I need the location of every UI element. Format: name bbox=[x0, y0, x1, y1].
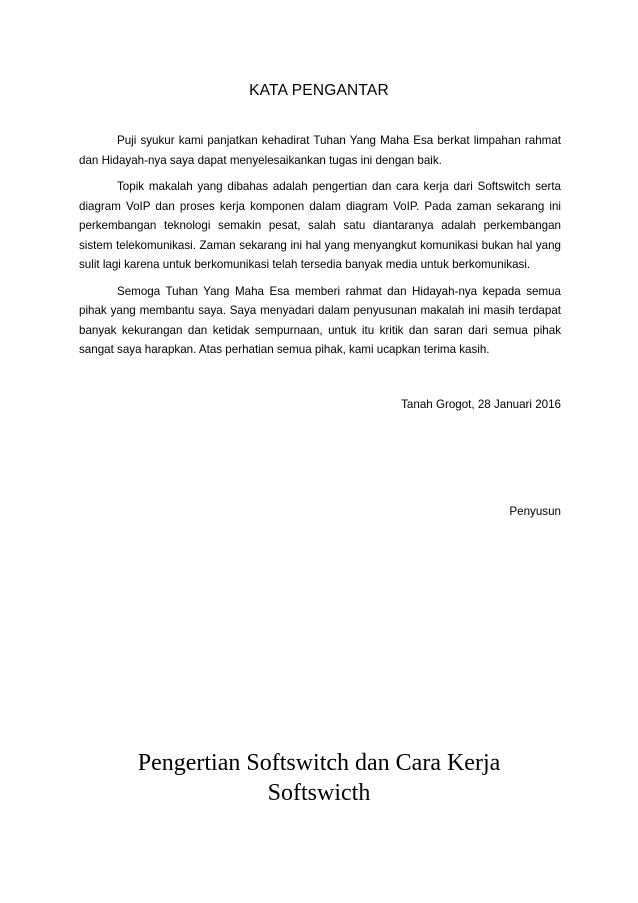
author-signature: Penyusun bbox=[509, 505, 561, 518]
footer-title bbox=[0, 748, 638, 808]
footer-title-line2: Softswicth bbox=[267, 780, 371, 806]
place-date: Tanah Grogot, 28 Januari 2016 bbox=[401, 398, 561, 411]
preface-body bbox=[79, 131, 561, 367]
footer-title-line1: Pengertian Softswitch dan Cara Kerja bbox=[137, 750, 501, 776]
page-title: KATA PENGANTAR bbox=[249, 82, 389, 99]
paragraph-gratitude: Puji syukur kami panjatkan kehadirat Tuhan Yang Maha Esa berkat limpahan rahmat dan Hidayah-nya saya dapat menyelesaikankan tugas ini dengan baik. bbox=[79, 134, 561, 167]
paragraph-topic: Topik makalah yang dibahas adalah pengertian dan cara kerja dari Softswitch serta diagram VoIP dan proses kerja komponen dalam diagram VoIP. Pada zaman sekarang ini perkembangan teknologi semakin pesat, salah satu diantaranya adalah perkembangan sistem telekomunikasi. Zaman sekarang ini hal yang menyangkut komunikasi bukan hal yang sulit lagi karena untuk berkomunikasi telah tersedia banyak media untuk berkomunikasi. bbox=[79, 180, 561, 271]
paragraph-closing: Semoga Tuhan Yang Maha Esa memberi rahmat dan Hidayah-nya kepada semua pihak yang membantu saya. Saya menyadari dalam penyusunan makalah ini masih terdapat banyak kekurangan dan ketidak sempurnaan, untuk itu kritik dan saran dari semua pihak sangat saya harapkan. Atas perhatian semua pihak, kami ucapkan terima kasih. bbox=[79, 284, 561, 356]
